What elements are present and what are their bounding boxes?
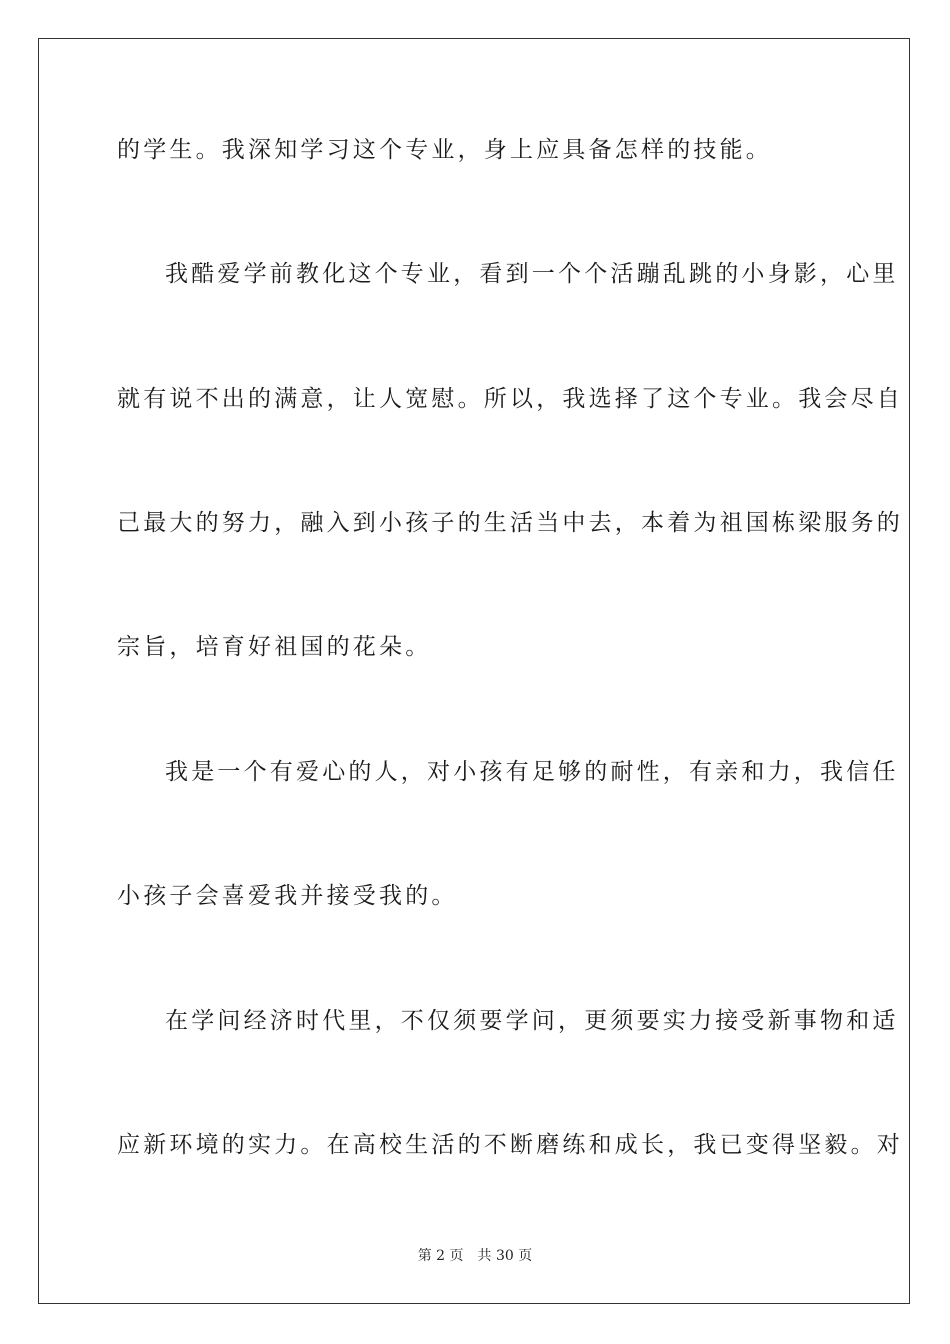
page-footer	[0, 1246, 950, 1266]
paragraph-line: 宗旨，培育好祖国的花朵。	[117, 634, 432, 660]
page-total: 共 30 页	[477, 1248, 533, 1264]
paragraph-line: 我酷爱学前教化这个专业，看到一个个活蹦乱跳的小身影，心里	[165, 261, 899, 287]
paragraph-line: 己最大的努力，融入到小孩子的生活当中去，本着为祖国栋梁服务的	[117, 510, 903, 536]
page-border	[38, 38, 910, 1304]
paragraph-line: 就有说不出的满意，让人宽慰。所以，我选择了这个专业。我会尽自	[117, 386, 903, 412]
paragraph-line: 我是一个有爱心的人，对小孩有足够的耐性，有亲和力，我信任	[165, 759, 899, 785]
paragraph-line: 小孩子会喜爱我并接受我的。	[117, 883, 458, 909]
page-number: 第 2 页	[417, 1248, 464, 1264]
paragraph-line: 在学问经济时代里，不仅须要学问，更须要实力接受新事物和适	[165, 1008, 899, 1034]
paragraph-line: 的学生。我深知学习这个专业，身上应具备怎样的技能。	[117, 137, 772, 163]
paragraph-line: 应新环境的实力。在高校生活的不断磨练和成长，我已变得坚毅。对	[117, 1132, 903, 1158]
